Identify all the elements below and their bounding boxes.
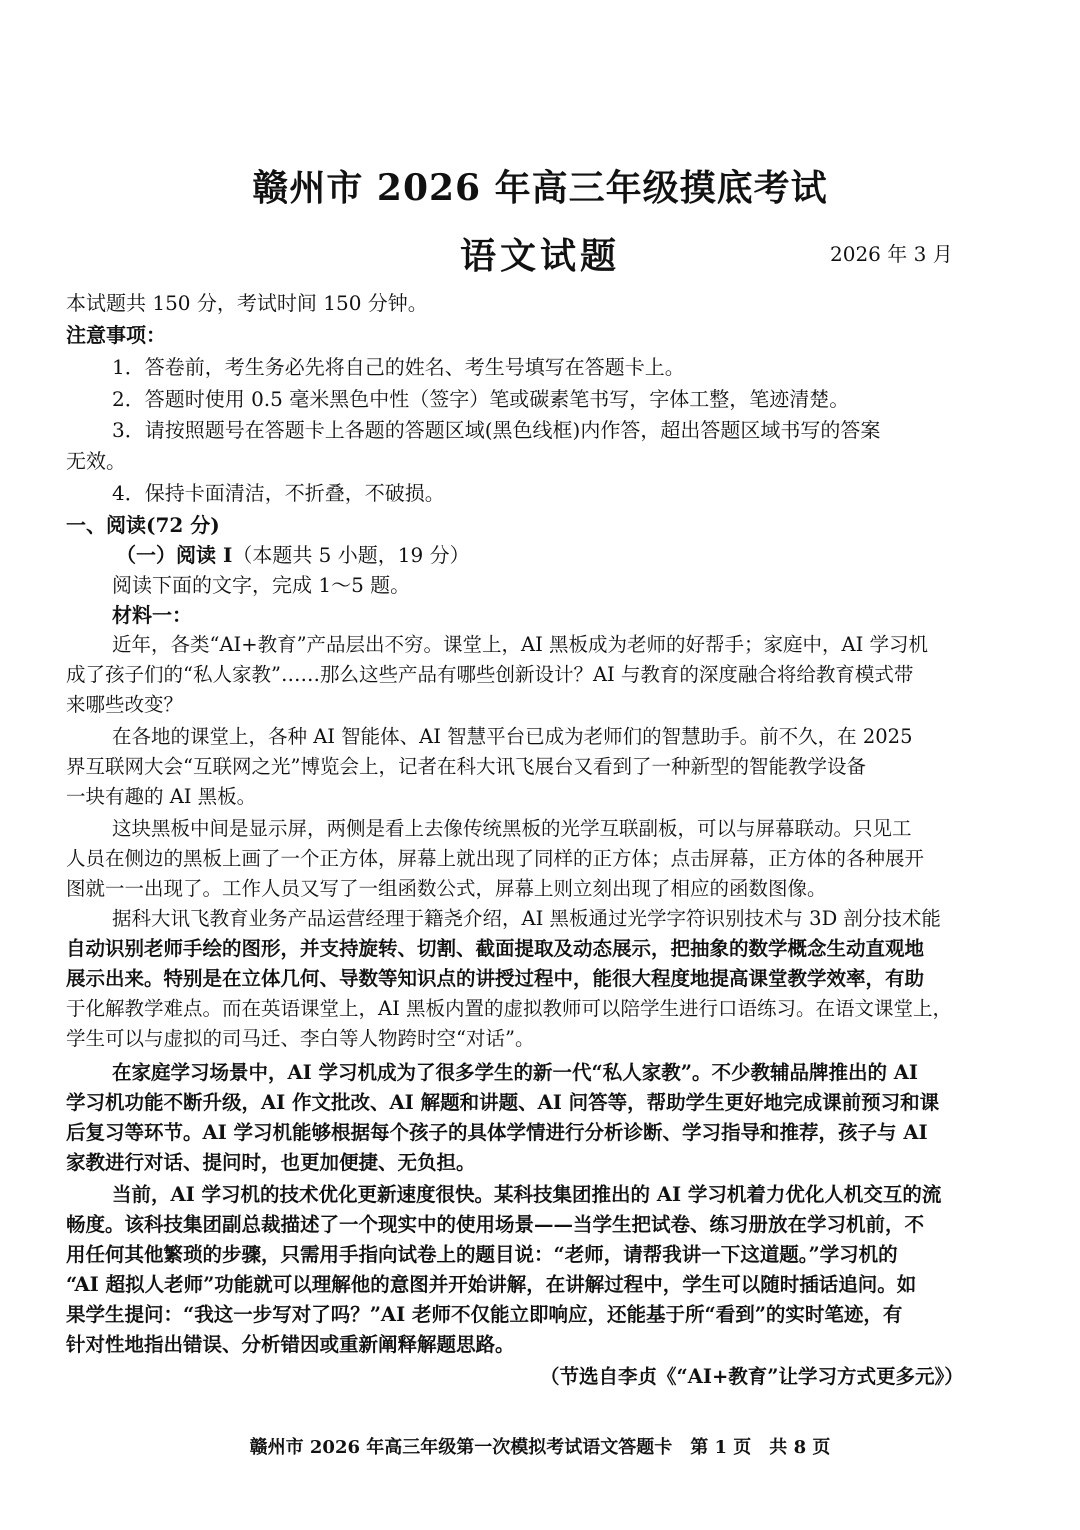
passage-line: 学生可以与虚拟的司马迁、李白等人物跨时空“对话”。 (66, 1027, 535, 1050)
passage-line: 果学生提问：“我这一步写对了吗？”AI 老师不仅能立即响应，还能基于所“看到”的实时笔迹，有 (66, 1303, 903, 1326)
passage-line: 展示出来。特别是在立体几何、导数等知识点的讲授过程中，能很大程度地提高课堂教学效率，有助 (66, 967, 925, 990)
subsection-scoring: （本题共 5 小题，19 分） (232, 543, 470, 567)
passage-line: 来哪些改变？ (66, 693, 184, 716)
passage-line: “AI 超拟人老师”功能就可以理解他的意图并开始讲解，在讲解过程中，学生可以随时插话追问。如 (66, 1273, 917, 1296)
passage-line: 据科大讯飞教育业务产品运营经理于籍尧介绍，AI 黑板通过光学字符识别技术与 3D 剖分技术能 (112, 907, 941, 930)
passage-line: 学习机功能不断升级，AI 作文批改、AI 解题和讲题、AI 问答等，帮助学生更好地完成课前预习和课 (66, 1091, 940, 1114)
material-label: 材料一： (112, 603, 192, 627)
passage-line: 这块黑板中间是显示屏，两侧是看上去像传统黑板的光学互联副板，可以与屏幕联动。只见工 (112, 817, 912, 840)
notice-item: 4．保持卡面清洁，不折叠，不破损。 (112, 481, 445, 505)
passage-line: 后复习等环节。AI 学习机能够根据每个孩子的具体学情进行分析诊断、学习指导和推荐，孩子与 AI (66, 1121, 928, 1144)
subsection-label: （一）阅读 I (116, 543, 233, 567)
passage-line: 当前，AI 学习机的技术优化更新速度很快。某科技集团推出的 AI 学习机着力优化人机交互的流 (112, 1183, 942, 1206)
passage-line: 用任何其他繁琐的步骤，只需用手指向试卷上的题目说：“老师，请帮我讲一下这道题。”学习机的 (66, 1243, 898, 1266)
notice-item: 1．答卷前，考生务必先将自己的姓名、考生号填写在答题卡上。 (112, 355, 685, 379)
passage-line: 于化解教学难点。而在英语课堂上，AI 黑板内置的虚拟教师可以陪学生进行口语练习。在语文课堂上， (66, 997, 952, 1020)
passage-line: 界互联网大会“互联网之光”博览会上，记者在科大讯飞展台又看到了一种新型的智能教学设备 (66, 755, 866, 778)
passage-line: 图就一一出现了。工作人员又写了一组函数公式，屏幕上则立刻出现了相应的函数图像。 (66, 877, 827, 900)
exam-intro: 本试题共 150 分，考试时间 150 分钟。 (66, 291, 428, 315)
passage-source: （节选自李贞《“AI+教育”让学习方式更多元》） (540, 1365, 964, 1388)
passage-line: 近年，各类“AI+教育”产品层出不穷。课堂上，AI 黑板成为老师的好帮手；家庭中，AI 学习机 (112, 633, 929, 656)
page-footer: 赣州市 2026 年高三年级第一次模拟考试语文答题卡 第 1 页 共 8 页 (249, 1437, 831, 1458)
passage-line: 在各地的课堂上，各种 AI 智能体、AI 智慧平台已成为老师们的智慧助手。前不久，在 2025 (112, 725, 913, 748)
passage-line: 在家庭学习场景中，AI 学习机成为了很多学生的新一代“私人家教”。不少教辅品牌推出的 AI (112, 1061, 919, 1084)
subsection-heading (116, 542, 470, 568)
notice-heading: 注意事项： (66, 323, 166, 347)
notice-item: 3．请按照题号在答题卡上各题的答题区域(黑色线框)内作答，超出答题区域书写的答案 (112, 418, 881, 442)
passage-line: 家教进行对话、提问时，也更加便捷、无负担。 (66, 1151, 476, 1174)
exam-title: 赣州市 2026 年高三年级摸底考试 (252, 167, 828, 209)
passage-line: 一块有趣的 AI 黑板。 (66, 785, 257, 808)
notice-item-continued: 无效。 (66, 449, 126, 473)
notice-item: 2．答题时使用 0.5 毫米黑色中性（签字）笔或碳素笔书写，字体工整，笔迹清楚。 (112, 387, 850, 411)
passage-line: 成了孩子们的“私人家教”……那么这些产品有哪些创新设计？AI 与教育的深度融合将给教育模式带 (66, 663, 914, 686)
passage-line: 针对性地指出错误、分析错因或重新阐释解题思路。 (66, 1333, 515, 1356)
section-heading: 一、阅读(72 分) (66, 513, 220, 537)
passage-line: 自动识别老师手绘的图形，并支持旋转、切割、截面提取及动态展示，把抽象的数学概念生动直观地 (66, 937, 925, 960)
exam-subtitle: 语文试题 (459, 235, 620, 277)
reading-directive: 阅读下面的文字，完成 1～5 题。 (112, 573, 411, 597)
passage-line: 人员在侧边的黑板上画了一个正方体，屏幕上就出现了同样的正方体；点击屏幕，正方体的各种展开 (66, 847, 925, 870)
exam-date: 2026 年 3 月 (830, 242, 953, 266)
passage-line: 畅度。该科技集团副总裁描述了一个现实中的使用场景——当学生把试卷、练习册放在学习机前，不 (66, 1213, 925, 1236)
